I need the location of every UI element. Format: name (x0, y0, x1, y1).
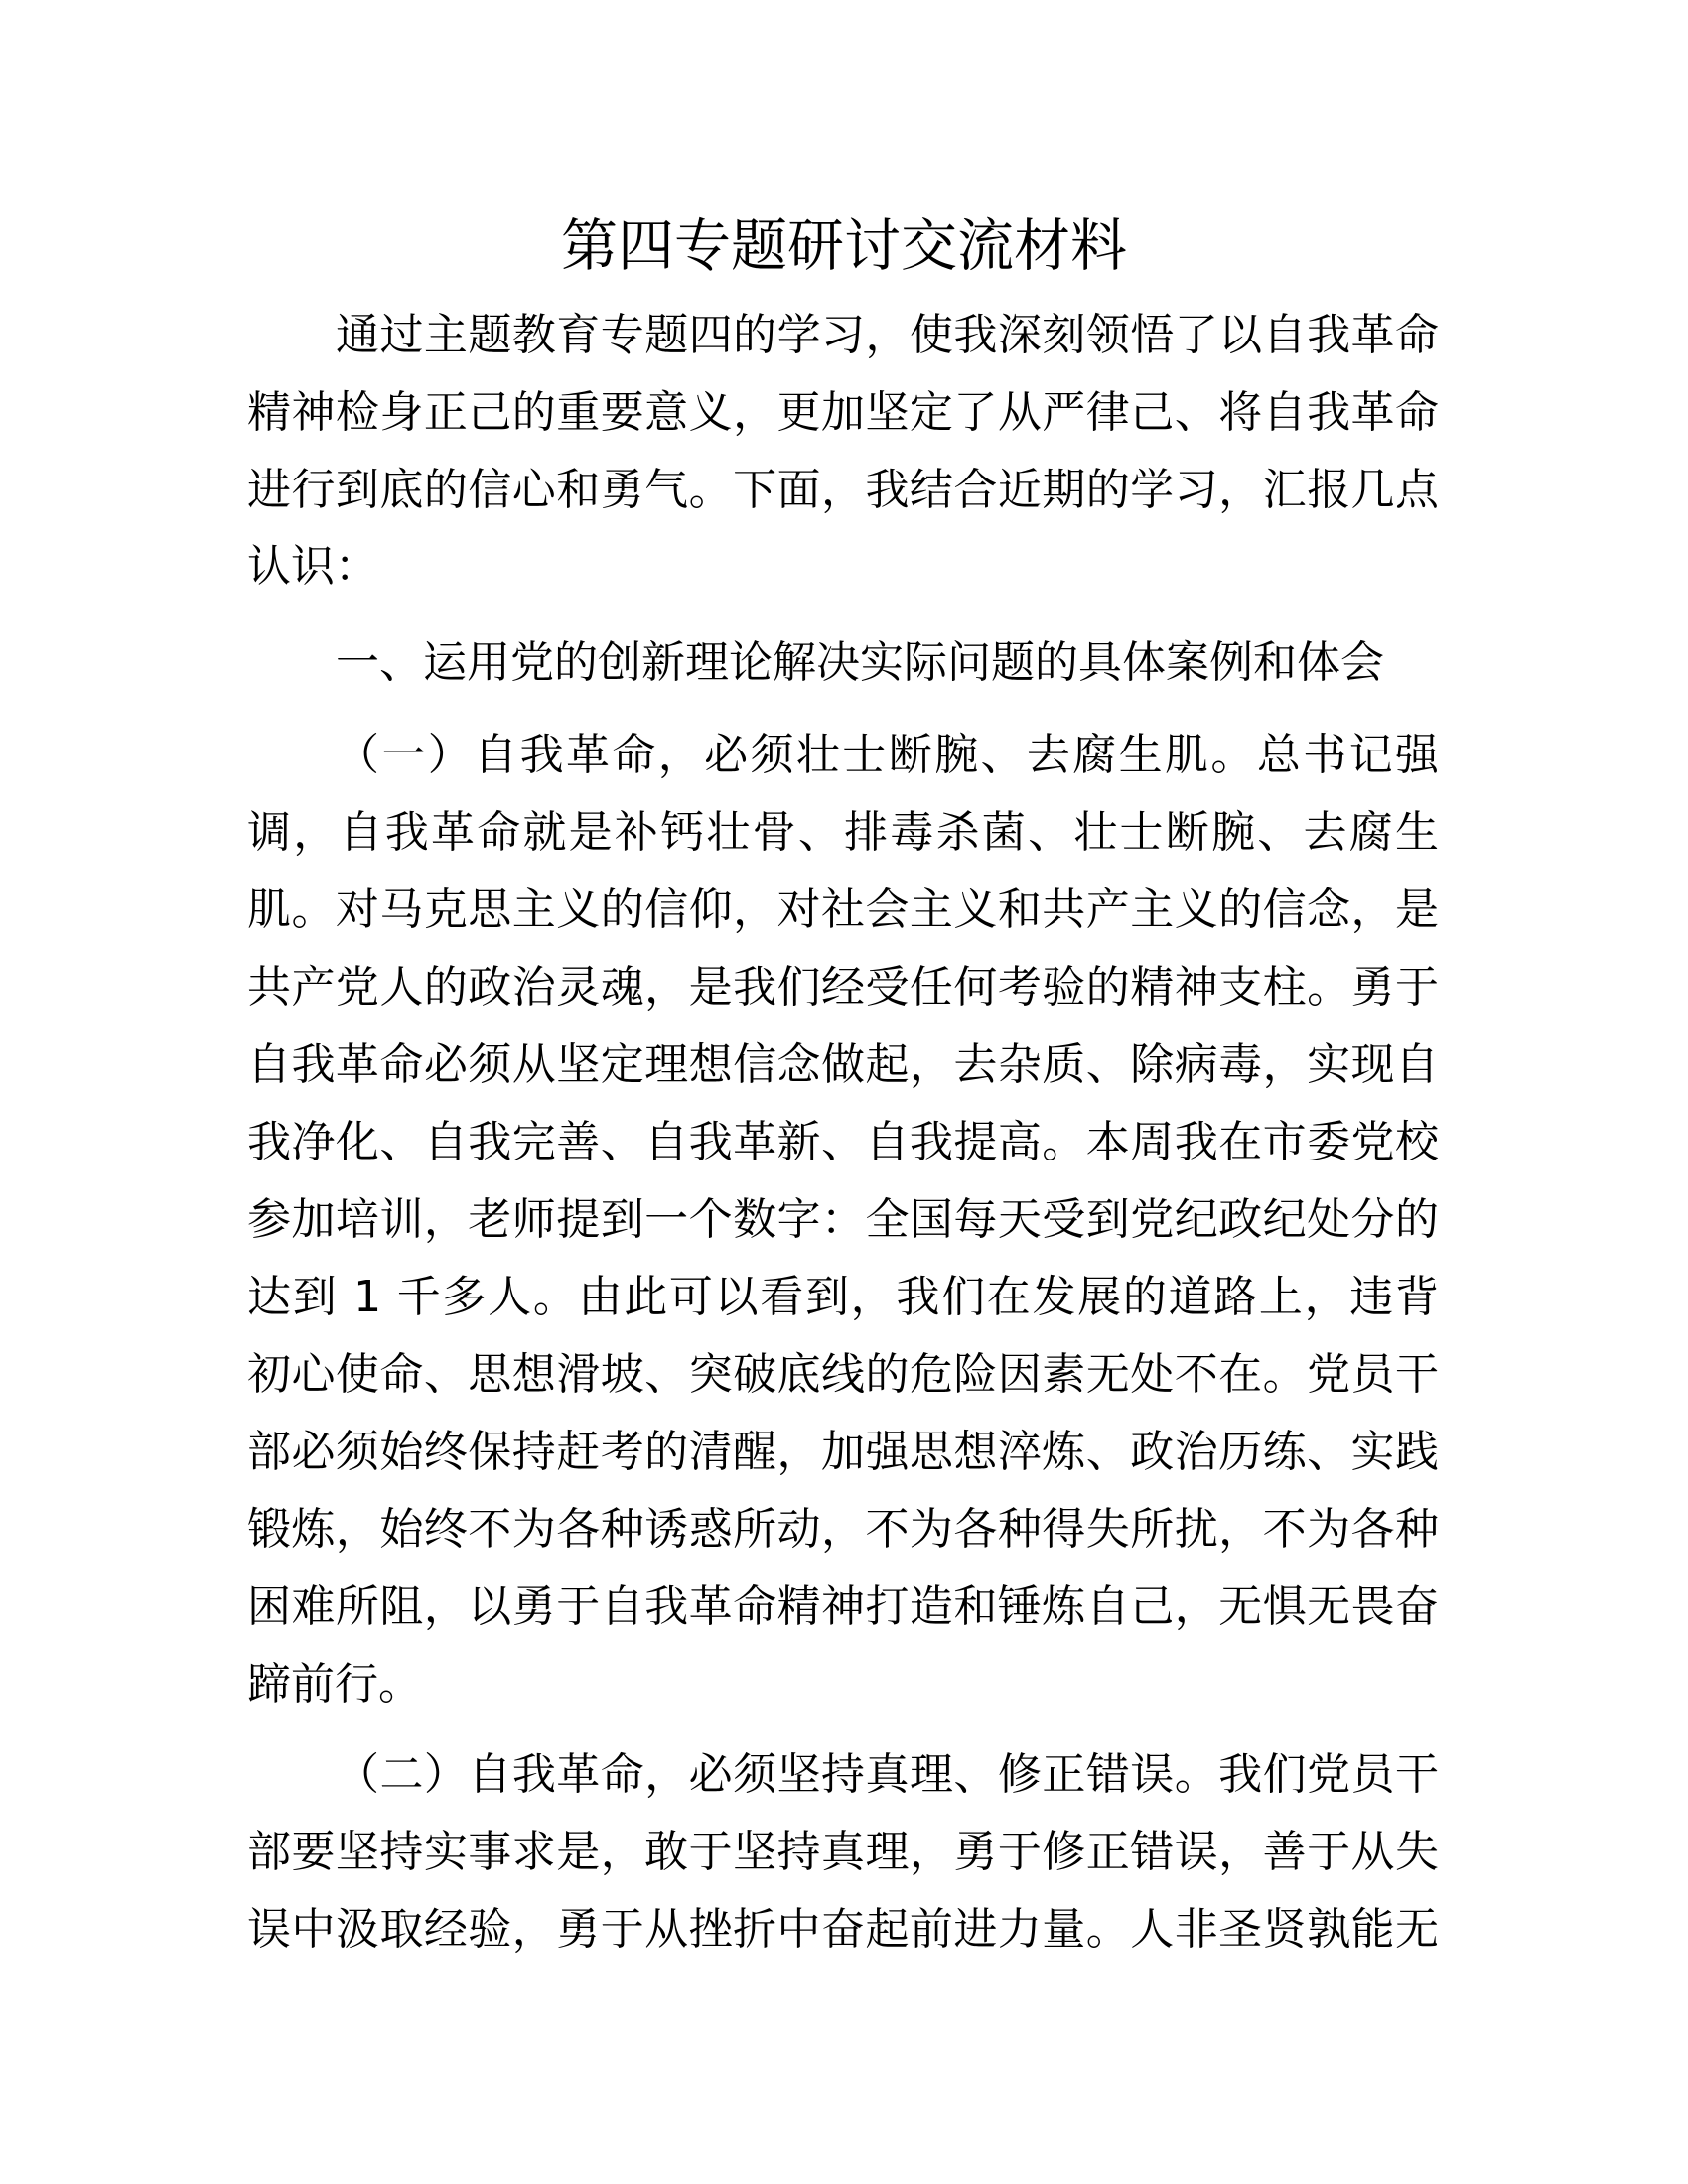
paragraph-line: 达到 1 千多人。由此可以看到，我们在发展的道路上，违背 (247, 1272, 1439, 1322)
paragraph-line: 精神检身正己的重要意义，更加坚定了从严律己、将自我革命 (247, 387, 1439, 438)
paragraph-line: 自我革命必须从坚定理想信念做起，去杂质、除病毒，实现自 (247, 1039, 1439, 1090)
paragraph-line: 调，自我革命就是补钙壮骨、排毒杀菌、壮士断腕、去腐生 (247, 807, 1439, 858)
paragraph-line: 误中汲取经验，勇于从挫折中奋起前进力量。人非圣贤孰能无 (247, 1904, 1439, 1955)
paragraph-line: 通过主题教育专题四的学习，使我深刻领悟了以自我革命 (336, 310, 1439, 360)
paragraph-line: 进行到底的信心和勇气。下面，我结合近期的学习，汇报几点 (247, 465, 1439, 515)
paragraph-line: （二）自我革命，必须坚持真理、修正错误。我们党员干 (336, 1749, 1439, 1800)
paragraph-line: 初心使命、思想滑坡、突破底线的危险因素无处不在。党员干 (247, 1349, 1439, 1400)
paragraph-line: 锻炼，始终不为各种诱惑所动，不为各种得失所扰，不为各种 (247, 1504, 1439, 1555)
paragraph-line: 我净化、自我完善、自我革新、自我提高。本周我在市委党校 (247, 1117, 1439, 1167)
paragraph-line: 部要坚持实事求是，敢于坚持真理，勇于修正错误，善于从失 (247, 1827, 1439, 1877)
paragraph-line: 蹄前行。 (247, 1659, 422, 1709)
paragraph-line: 认识： (247, 541, 378, 592)
paragraph-line: 肌。对马克思主义的信仰，对社会主义和共产主义的信念，是 (247, 885, 1439, 935)
paragraph-line: （一）自我革命，必须壮士断腕、去腐生肌。总书记强 (336, 730, 1439, 780)
document-title: 第四专题研讨交流材料 (561, 213, 1127, 279)
paragraph-line: 参加培训，老师提到一个数字：全国每天受到党纪政纪处分的 (247, 1194, 1439, 1245)
paragraph-line: 部必须始终保持赶考的清醒，加强思想淬炼、政治历练、实践 (247, 1427, 1439, 1477)
paragraph-line: 共产党人的政治灵魂，是我们经受任何考验的精神支柱。勇于 (247, 962, 1439, 1013)
paragraph-line: 困难所阻，以勇于自我革命精神打造和锤炼自己，无惧无畏奋 (247, 1581, 1439, 1632)
section-heading: 一、运用党的创新理论解决实际问题的具体案例和体会 (336, 637, 1384, 688)
